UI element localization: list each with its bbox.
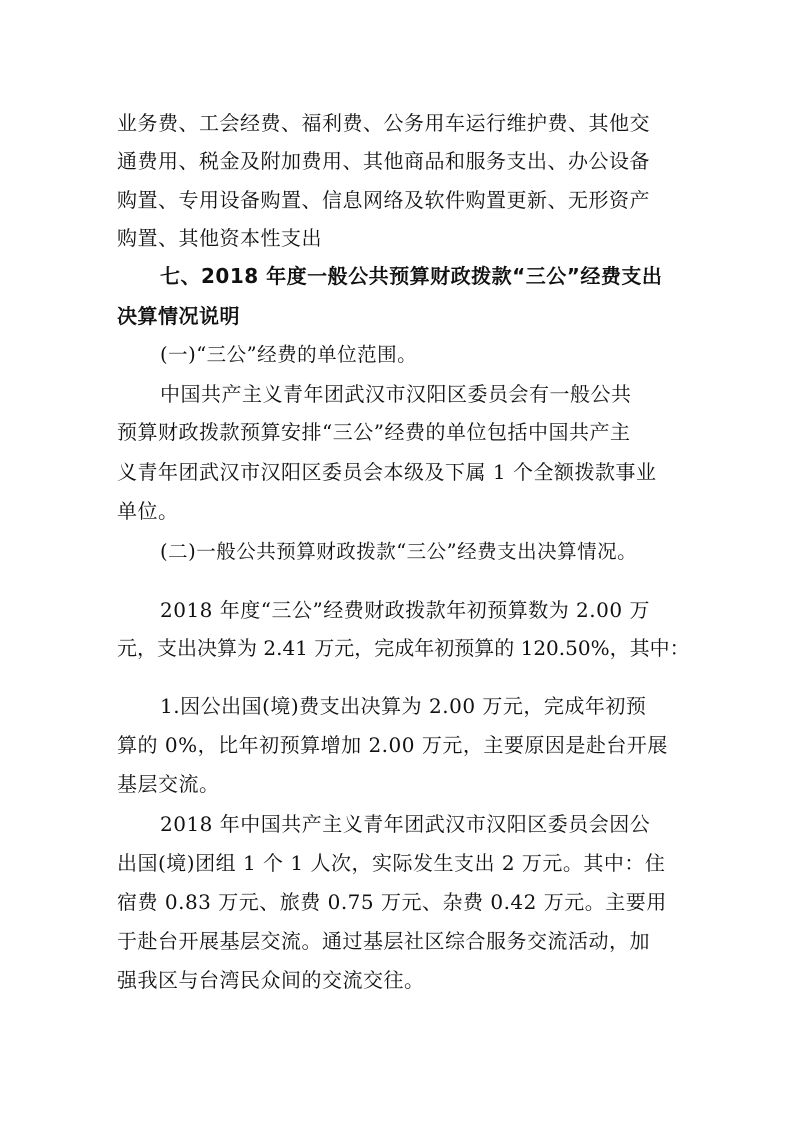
paragraph-line: 出国(境)团组 1 个 1 人次，实际发生支出 2 万元。其中：住 [117,851,666,875]
paragraph-line: 义青年团武汉市汉阳区委员会本级及下属 1 个全额拨款事业 [117,460,657,484]
paragraph-line: 元，支出决算为 2.41 万元，完成年初预算的 120.50%，其中： [117,636,690,660]
paragraph-line: 中国共产主义青年团武汉市汉阳区委员会有一般公共 [160,382,632,406]
subsection-heading: (二)一般公共预算财政拨款“三公”经费支出决算情况。 [160,540,638,563]
section-heading-continued: 决算情况说明 [117,304,240,328]
paragraph-line: 基层交流。 [117,772,220,796]
paragraph-line: 2018 年中国共产主义青年团武汉市汉阳区委员会因公 [160,812,651,836]
paragraph-line: 2018 年度“三公”经费财政拨款年初预算数为 2.00 万 [160,598,650,622]
paragraph-line: 算的 0%，比年初预算增加 2.00 万元，主要原因是赴台开展 [117,733,668,757]
paragraph-line: 单位。 [117,499,179,523]
paragraph-line: 于赴台开展基层交流。通过基层社区综合服务交流活动，加 [117,929,650,953]
paragraph-line: 购置、专用设备购置、信息网络及软件购置更新、无形资产 [117,188,650,212]
paragraph-line: 业务费、工会经费、福利费、公务用车运行维护费、其他交 [117,111,650,135]
paragraph-line: 宿费 0.83 万元、旅费 0.75 万元、杂费 0.42 万元。主要用 [117,890,667,914]
paragraph-line: 通费用、税金及附加费用、其他商品和服务支出、办公设备 [117,149,650,173]
subsection-heading: (一)“三公”经费的单位范围。 [160,343,418,366]
paragraph-line: 预算财政拨款预算安排“三公”经费的单位包括中国共产主 [117,420,631,444]
section-heading: 七、2018 年度一般公共预算财政拨款“三公”经费支出 [160,264,663,288]
paragraph-line: 强我区与台湾民众间的交流交往。 [117,968,425,992]
paragraph-line: 购置、其他资本性支出 [117,226,322,250]
paragraph-line: 1.因公出国(境)费支出决算为 2.00 万元，完成年初预 [160,694,647,718]
